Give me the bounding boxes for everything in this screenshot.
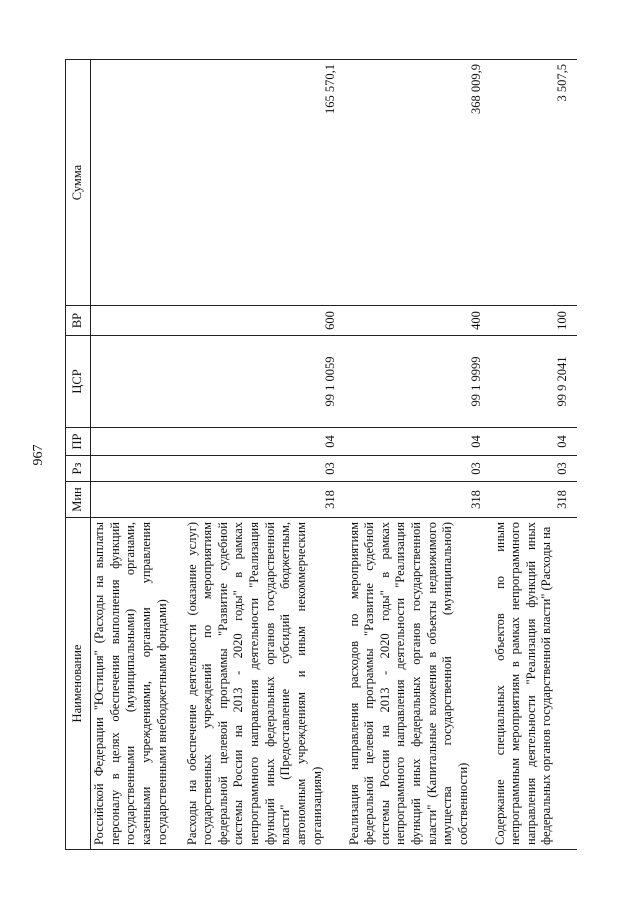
row-rz: 03 (183, 456, 345, 482)
row-pr: 04 (345, 428, 491, 456)
row-csr: 99 1 9999 (345, 336, 491, 428)
row-sum: 3 507,5 (491, 60, 577, 306)
row-vr: 400 (345, 306, 491, 336)
header-rz: Рз (66, 456, 91, 482)
table-row (91, 60, 183, 850)
row-pr: 04 (491, 428, 577, 456)
row-vr: 600 (183, 306, 345, 336)
row-name: Содержание специальных объектов по иным непрограммным мероприятиям в рамках непрограммного направления деятельности "Реализация функций иных федеральных органов государственной власти" (Расходы на (491, 518, 577, 850)
header-pr: ПР (66, 428, 91, 456)
row-min: 318 (183, 482, 345, 518)
row-rz: 03 (345, 456, 491, 482)
row-min (91, 482, 183, 518)
row-name: Российской Федерации "Юстиция" (Расходы на выплаты персоналу в целях обеспечения выполнения функций государственными (муниципальными) органами, казенными учреждениями, органами управления государственными внебюджетными фондами) (91, 518, 183, 850)
budget-table (65, 59, 577, 850)
row-sum: 368 009,9 (345, 60, 491, 306)
row-vr: 100 (491, 306, 577, 336)
header-csr: ЦСР (66, 336, 91, 428)
row-sum: 165 570,1 (183, 60, 345, 306)
table-row (183, 60, 345, 850)
row-csr: 99 1 0059 (183, 336, 345, 428)
header-min: Мин (66, 482, 91, 518)
header-sum: Сумма (66, 60, 91, 306)
row-name: Расходы на обеспечение деятельности (оказание услуг) государственных учреждений по мероприятиям федеральной целевой программы "Развитие судебной системы России на 2013 - 2020 годы" в рамках непрограммного направления деятельности "Реализация функций иных федеральных органов государственной власти" (Предоставление субсидий бюджетным, автономным учреждениям и иным некоммерческим организациям) (183, 518, 345, 850)
table-row (491, 60, 577, 850)
row-sum (91, 60, 183, 306)
row-rz (91, 456, 183, 482)
row-min: 318 (345, 482, 491, 518)
row-name: Реализация направления расходов по мероприятиям федеральной целевой программы "Развитие судебной системы России на 2013 - 2020 годы" в рамках непрограммного направления деятельности "Реализация функций иных федеральных органов государственной власти" (Капитальные вложения в объекты недвижимого имущества государственной (муниципальной) собственности) (345, 518, 491, 850)
row-min: 318 (491, 482, 577, 518)
row-pr (91, 428, 183, 456)
table-header-row (66, 60, 91, 850)
table-row (345, 60, 491, 850)
row-rz: 03 (491, 456, 577, 482)
rotated-page (31, 60, 575, 850)
header-name: Наименование (66, 518, 91, 850)
page-number: 967 (31, 444, 46, 466)
row-csr (91, 336, 183, 428)
row-vr (91, 306, 183, 336)
header-vr: ВР (66, 306, 91, 336)
row-csr: 99 9 2041 (491, 336, 577, 428)
row-pr: 04 (183, 428, 345, 456)
